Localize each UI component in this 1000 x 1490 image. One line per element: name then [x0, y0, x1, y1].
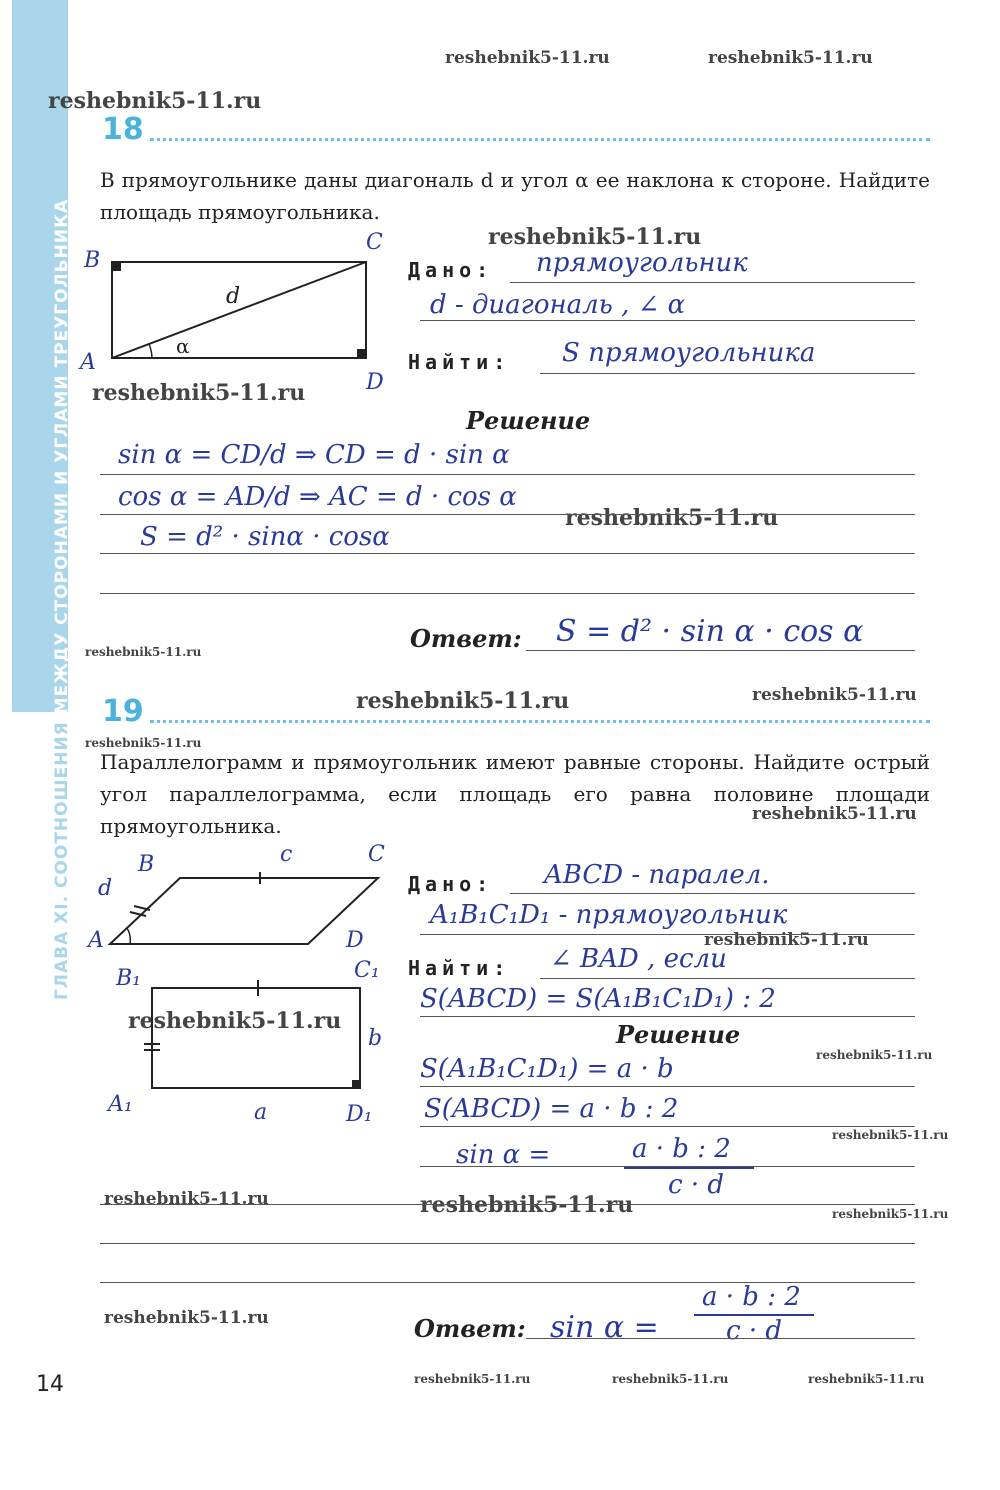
task-19-answer-label: Ответ: [414, 1314, 526, 1343]
task-19-solution-3-num: a · b : 2 [632, 1134, 731, 1164]
task-18-solution-1: sin α = CD/d ⇒ CD = d · sin α [118, 440, 510, 470]
task-18-find-label: Найти: [408, 350, 511, 374]
watermark: reshebnik5-11.ru [612, 1372, 729, 1386]
line [624, 1167, 754, 1169]
chapter-title-part1: ГЛАВА XI. СООТНОШЕНИЯ [52, 721, 72, 1000]
line [100, 553, 915, 554]
task-18-solution-3: S = d² · sinα · cosα [140, 522, 390, 552]
line [100, 1243, 915, 1244]
watermark: reshebnik5-11.ru [420, 1192, 634, 1218]
task-18-given-1: прямоугольник [536, 248, 748, 278]
line [100, 1204, 915, 1205]
task-19-solution-heading: Решение [616, 1020, 741, 1049]
fig19-vertex-B: B [138, 852, 155, 877]
line [540, 373, 915, 374]
task-18-number: 18 [102, 112, 144, 147]
watermark: reshebnik5-11.ru [414, 1372, 531, 1386]
task-18-solution-2: cos α = AD/d ⇒ AC = d · cos α [118, 482, 517, 512]
watermark: reshebnik5-11.ru [92, 380, 306, 406]
fig19-side-b: b [368, 1026, 383, 1051]
watermark: reshebnik5-11.ru [445, 48, 610, 68]
task-18-solution-heading: Решение [466, 406, 591, 435]
task-18-text: В прямоугольнике даны диагональ d и угол α ее наклона к стороне. Найдите площадь прямоугольника. [100, 168, 930, 224]
watermark: reshebnik5-11.ru [48, 88, 262, 114]
watermark: reshebnik5-11.ru [832, 1128, 949, 1142]
task-19-given-2: A₁B₁C₁D₁ - прямоугольник [430, 900, 788, 930]
line [100, 474, 915, 475]
task-18-find: S прямоугольника [562, 338, 816, 368]
line [510, 893, 915, 894]
page-number: 14 [36, 1372, 64, 1397]
line [100, 514, 915, 515]
fig18-vertex-B: B [84, 248, 101, 273]
task-19-solution-3-den: c · d [668, 1170, 724, 1200]
watermark: reshebnik5-11.ru [816, 1048, 933, 1062]
watermark: reshebnik5-11.ru [752, 685, 917, 705]
task-19-given-label: Дано: [408, 872, 494, 896]
task-18-given-label: Дано: [408, 258, 494, 282]
task-19-rectangle [140, 976, 383, 1096]
watermark: reshebnik5-11.ru [708, 48, 873, 68]
fig19-side-a: a [254, 1100, 268, 1125]
watermark: reshebnik5-11.ru [104, 1308, 269, 1328]
task-18-divider [150, 138, 930, 141]
fig18-vertex-D: D [366, 370, 384, 395]
task-18-answer: S = d² · sin α · cos α [556, 614, 864, 649]
fig19-vertex-D1: D₁ [346, 1102, 373, 1127]
line [420, 1126, 915, 1127]
chapter-title-part2: МЕЖДУ СТОРОНАМИ И УГЛАМИ ТРЕУГОЛЬНИКА [52, 198, 72, 715]
watermark: reshebnik5-11.ru [808, 1372, 925, 1386]
fig19-side-d: d [98, 876, 113, 901]
watermark: reshebnik5-11.ru [565, 505, 779, 531]
task-18-answer-label: Ответ: [410, 624, 522, 653]
task-19-answer-lhs: sin α = [550, 1310, 659, 1345]
task-19-given-1: ABCD - паралел. [544, 860, 770, 890]
task-19-answer-num: a · b : 2 [702, 1282, 801, 1312]
watermark: reshebnik5-11.ru [85, 736, 202, 750]
line [420, 934, 915, 935]
watermark: reshebnik5-11.ru [752, 804, 917, 824]
watermark: reshebnik5-11.ru [128, 1008, 342, 1034]
fig19-vertex-D: D [346, 928, 364, 953]
fig19-vertex-B1: B₁ [116, 966, 141, 991]
watermark: reshebnik5-11.ru [356, 688, 570, 714]
fig19-vertex-C: C [368, 842, 385, 867]
fig19-vertex-C1: C₁ [354, 958, 380, 983]
task-19-find-1: ∠ BAD , если [550, 944, 727, 974]
line [420, 320, 915, 321]
watermark: reshebnik5-11.ru [104, 1189, 269, 1209]
watermark: reshebnik5-11.ru [704, 930, 869, 950]
fig18-angle-alpha: α [176, 334, 190, 358]
fig19-side-c: c [280, 842, 293, 867]
task-18-given-2: d - диагональ , ∠ α [430, 290, 686, 320]
line [526, 650, 915, 651]
task-19-answer-den: c · d [726, 1316, 782, 1346]
task-18-figure [80, 230, 400, 410]
fig18-diagonal-d: d [226, 284, 241, 309]
chapter-title-vertical [52, 0, 72, 1000]
task-19-number: 19 [102, 694, 144, 729]
task-19-solution-2: S(ABCD) = a · b : 2 [424, 1094, 679, 1124]
line [420, 1086, 915, 1087]
fig19-vertex-A1: A₁ [108, 1092, 133, 1117]
task-19-solution-3-lhs: sin α = [456, 1140, 551, 1170]
line [510, 282, 915, 283]
fig18-vertex-A: A [80, 350, 96, 375]
task-19-solution-1: S(A₁B₁C₁D₁) = a · b [420, 1054, 674, 1084]
task-19-divider [150, 720, 930, 723]
line [420, 1166, 915, 1167]
line [540, 978, 915, 979]
line [100, 593, 915, 594]
line [526, 1338, 915, 1339]
task-19-text: Параллелограмм и прямоугольник имеют равные стороны. Найдите острый угол параллелограмма, если площадь его равна половине площади прямоугольника. [100, 750, 930, 838]
fig18-vertex-C: C [366, 230, 383, 255]
task-19-find-2: S(ABCD) = S(A₁B₁C₁D₁) : 2 [420, 984, 776, 1014]
fig19-vertex-A: A [88, 928, 104, 953]
task-19-find-label: Найти: [408, 956, 511, 980]
watermark: reshebnik5-11.ru [488, 224, 702, 250]
watermark: reshebnik5-11.ru [832, 1207, 949, 1221]
line [420, 1016, 915, 1017]
watermark: reshebnik5-11.ru [85, 645, 202, 659]
